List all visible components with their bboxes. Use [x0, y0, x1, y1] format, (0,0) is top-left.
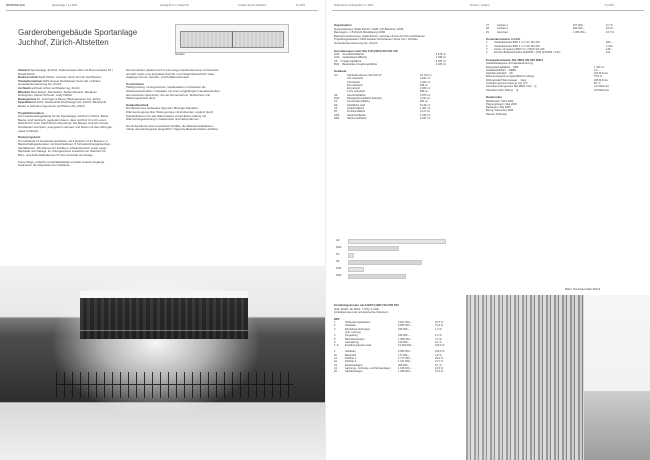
building-row: HNF Hauptnutzfläche 1 035 m²: [334, 113, 431, 117]
site-plan-centerline: [232, 31, 233, 48]
left-col-1-closing-text: Kurze Wege, einfache Unterhaltsabläufe und klar zonierte Zugänge bestimmen die Disposition der Gebäude.: [18, 159, 105, 168]
summary-row: 29 Honorare 1 066 000.– 10,7 %: [486, 30, 615, 34]
organisation-line-2: Baubeginn: 1.5 Zürich-Bewilligung 2006: [334, 30, 386, 35]
cost-section-2: [334, 350, 451, 373]
standort-line: Standort Sportanlage Juchhof, Kulkenstrasse 200 und Bernerstrasse 52 | Rosalt Zürich: [18, 68, 113, 76]
building-row: EG beheizt 3 260 m²: [347, 87, 431, 91]
plot-row-4: BUF Bearbeitete Umgebungsfläche 3 180 m²: [334, 63, 446, 67]
konstruktion-text: Pfahlgründung. Untergeschoss, Gebäudekern und Decken als Ortbetonkonstruktion. Fassaden mit einer vorgehängten Lamellenstruktur aus eloxiertem Aluminium, die als Sonnenschutz, Sichtschutz und Witterungsschutz dient.: [126, 85, 220, 101]
cost-section-1: [334, 318, 451, 348]
cost-value-row: 4 Zürcher Baukostenindex (04/2005 = 100) (04/2006 = 101) 101: [486, 51, 611, 55]
chart-bar: [348, 246, 399, 251]
top-rule-left: [6, 10, 318, 11]
mitarbeit-line: Mitarbeit Marc Eckert, Piet Eckert, Stefan Rentsch, Benjamin Nottingham, Daniel Schmelz, Andy Flühler: [18, 89, 97, 98]
projektinformation-title: Projektinformation: [18, 110, 44, 115]
energy-row: Heizwärmebedarf Qh 152 MJ/m²a: [486, 72, 608, 76]
cost-row: 20 Baugrube 173 000.– 1,8 %: [334, 353, 442, 357]
cost-value-row: 2 Gebäudekosten BKP 2 / m² GF SIA 416 2 311.–: [486, 44, 615, 48]
gebaeude-title: Gebäude: [334, 69, 347, 74]
energy-row: Stromkennzahl: Wärme Q 2,8 kWh/m²a: [486, 88, 609, 92]
organisation-line-1: Gesamtleitung: Stadt Zürich / AHB, GP-Bauchef, 2005: [334, 26, 404, 31]
top-rule-right: [332, 10, 644, 11]
cost-row: 2 Gebäude 9 583 000.– 100,0 %: [334, 350, 445, 354]
chart-label: GF: [336, 238, 340, 242]
energie-title: Energiekennwerte SIA 380/1 SN 520 380/1: [486, 57, 543, 62]
energy-row: Wärmebedarf Warmwasser Qww 396 MJ/m²a: [486, 78, 608, 82]
site-plan: [175, 24, 289, 53]
cost-table-title: Erstellungskosten nach BKP (1997) SN 506 500: [334, 303, 399, 307]
cost-table-subtitle: (inkl. MwSt. ab 2001: 7,6%) in CHF: [334, 306, 380, 311]
building-row: NGF Nettogeschossfläche (beheizt) 3 511 m²: [334, 97, 431, 101]
bauherrschaft-line: Bauherrschaft Stadt Zürich, vertreten durch Amt für Hochbauten: [18, 75, 102, 80]
kosten-rows: [486, 41, 624, 54]
building-row: UG unbeheizt 4 922 m²: [347, 77, 431, 81]
organisation-line-4: Projektorganisation: HRS Hauser Rutishauser Suter AG / Gitzbau Generalunternehmung AG, Zürich: [334, 37, 418, 45]
cost-row: 21 Rohbau 1 2 777 000.– 29,0 %: [334, 357, 444, 361]
page-gutter: [325, 0, 326, 460]
cost-value-row: 3 Kosten Umgebung BKP 4 / m² BUF SIA 416 145.–: [486, 48, 613, 52]
plot-row-1: GSF Grundstücksfläche 4 478 m²: [334, 53, 446, 57]
right-header-left: Stadt Zürich / Auftrag 80.0 m / 2007: [334, 4, 374, 7]
cost-row: 9 Ausstattung 410 000.– 3,1 %: [334, 340, 442, 344]
surface-chart: [336, 239, 456, 285]
left-header-tag: SPORTANLAGE: [6, 4, 25, 7]
chart-label: NNF: [336, 273, 342, 277]
cost-section-head: BKP: [334, 317, 340, 321]
exterior-photo-left: [0, 266, 325, 460]
right-lower-left-table: [334, 304, 451, 374]
left-header-meta: Sportanlage / 1.1.2007: [52, 4, 78, 7]
raumprogramm-text: Pro Gebäude 12 Garderobeneinheiten mit 6 Duschen à 12 Brausen, 2 Mannschaftsgarderoben mit Duschkabinen, 5 Schiedsrichtergarderoben, Sanitätsraum, WC-Räume für Publikum, Abwartsbereich sowie Lager, Werkstatt und Garage. Im Untergeschoss zusätzlich ein Werkhof mit Büro- und Aufenthaltsräumen für den Unterhalt der Anlage.: [18, 138, 111, 158]
left-column-1: [18, 69, 113, 168]
organisation-title: Organisation: [334, 23, 352, 27]
energy-row: Gebäudehüllzahl A/EBF 2,0 –: [486, 68, 600, 72]
projektinformation-text: Zum Garderobengebäude für die Sportanlage Juchhof in Zürich. Beide Bauten sind identisch, gegliedert davon, dass Juchhof II im UG einen Werkhof für Grün Stadt Zürich beherbergt. Die Bauten sind als robuste Nutzbauten konzipiert, energetisch optimiert und bieten mit dem Minergie-Label zertifiziert.: [18, 114, 113, 133]
konstruktion-title: Konstruktion: [126, 81, 144, 86]
cost-row: 5 Baunebenkosten 1 058 000.– 7,9 %: [334, 337, 442, 341]
schedule-rows: [486, 100, 624, 116]
plot-row-3: UF Umgebungsfläche 3 180 m²: [334, 59, 446, 63]
left-header-mid: Auftrag 80.0 m / Stand 06: [160, 4, 189, 7]
right-page-number: 8 | 2007: [605, 4, 614, 7]
chart-bar: [348, 239, 446, 244]
photo-building: [80, 291, 248, 339]
schedule-item: Bezug: Dezember 2006: [486, 109, 514, 113]
schedule-item: Planungsbeginn: Mai 2003: [486, 102, 517, 106]
gebaeudetechnik-text: Der Betrieb des Gebäudes folgt dem Minergie-Standard. Wärmeerzeugung über Wärmepumpe mit Erdsonden, ergänzt durch Solarkollektoren für das Warmwasser. Kontrollierte Lüftung mit Wärmerückgewinnung in Garderoben und Nebenräumen.: [126, 106, 214, 122]
building-row: NF Nutzfläche total 5 126 m²: [334, 103, 431, 107]
chart-label: NF: [336, 259, 340, 263]
schedule-item: Baubeginn: Mai 2005: [486, 106, 511, 110]
energy-row: Stromkennzahl gemäss SIA 380/4: total Q 4,6 kWh/m²a: [486, 85, 609, 89]
organisation-line-3: Bauherrenvertretung: Stadt Zürich, vertreten durch Amt für Hochbauten: [334, 33, 426, 38]
architekt-line: Architekt architekt schurt architekten ag, Zürich: [18, 85, 80, 90]
left-col-2-closing-text: Die Nebenräume sind mechanisch belüftet, die Wasserinstallationen robust und wartungsarm ausgeführt. Tragende Bauteile bleiben sichtbar.: [126, 123, 219, 132]
energy-row: Gebäudekategorie und Standardnutzung: [486, 62, 533, 66]
left-page-number: 8 | 2007: [296, 4, 305, 7]
schedule-item: Wettbewerb: März 2003: [486, 99, 514, 103]
schedule-item: Bauzeit: 8 Monate: [486, 112, 507, 116]
chart-label: HNF: [336, 266, 342, 270]
chart-bar: [348, 267, 364, 272]
page-subtitle: Juchhof, Zürich-Altstetten: [18, 38, 109, 47]
cost-row: 3 Betriebseinrichtungen 180 000.– 1,4 %: [334, 327, 442, 331]
cost-row: (inkl. Lüftung): [345, 330, 361, 334]
left-header-right: Juchhof, Zürich-Altstetten: [238, 4, 267, 7]
building-row: VF Verkehrsfläche 1 401 m²: [334, 106, 431, 110]
building-row: FF Funktionsfläche 4 117 m²: [334, 110, 431, 114]
energy-row: Vorlauftemperatur Heizung, bei -8°C 50 °C: [486, 82, 601, 86]
building-row: UG beheizt 2 261 m²: [347, 80, 431, 84]
cost-row: 2 Gebäude 9 583 000.– 72,3 %: [334, 324, 444, 328]
page-title: Garderobengebäude Sportanlage: [18, 28, 138, 37]
bauingenieur-line: Bauingenieur Dr. Lüchinger & Meyer, Bauingenieure AG, Zürich: [18, 96, 101, 101]
plot-row-2: GGF Gebäudegrundfläche 1 298 m²: [334, 56, 446, 60]
kostenkennwerte-title: Kostenkennwerte in CHF: [486, 36, 521, 41]
bautermine-title: Bautermine: [486, 94, 502, 99]
summary-row: 28 Ausbau 2 822 000.– 8,6 %: [486, 27, 613, 31]
building-row: GF Geschossfläche 6 875 m²: [334, 93, 431, 97]
chart-bar: [348, 253, 354, 258]
layout-text: Die Grundrisse gliedern sich in eine lange Garderobenzone mit Duschen und WC sowie eine kompakte Technik- und Infrastrukturschicht. Zwei Zugänge trennen Sportler- und Publikumsbereich.: [126, 68, 219, 80]
head-rows: [486, 24, 624, 34]
gebaeudetechnik-title: Gebäudetechnik: [126, 102, 149, 107]
right-upper-right: [486, 24, 624, 116]
cost-row: 24 Heizungs-, Lüftungs- und Klimaanlagen 1 196 000.– 12,5 %: [334, 366, 444, 370]
right-upper-left: [334, 24, 446, 120]
summary-row: 27 Ausbau 1 577 000.– 5,7 %: [486, 24, 613, 27]
exterior-photo-right: [466, 295, 650, 460]
energy-row: Wärmerückgewinnungskoeffizient Lüftung 70,5 %: [486, 75, 603, 79]
chart-label: KF: [336, 252, 340, 256]
cost-row: 1 Vorbereitungsarbeiten 2 607 000.– 15,7 %: [334, 321, 444, 325]
cost-row: 23 Elektroanlagen 489 000.– 5,1 %: [334, 363, 442, 367]
building-row: KF Konstruktionsfläche 281 m²: [334, 100, 429, 104]
chart-bar: [348, 274, 406, 279]
cost-row: 25 Sanitäranlagen 1 468 000.– 15,3 %: [334, 370, 444, 374]
photo-credit: Bilder: Dominique Marc Wehrli: [565, 288, 600, 291]
right-header-mid: Zürcher / verfasst: [470, 4, 490, 7]
building-row: GV Gebäudevolumen SIA 416 GV 16 704 m³: [334, 73, 432, 77]
building-row: EG unbeheizt 298 m²: [347, 83, 429, 87]
left-column-2: [126, 69, 221, 132]
building-row: NNF Nebennutzfläche 4 037 m²: [334, 116, 431, 120]
chart-label: NGF: [336, 245, 342, 249]
cost-row: 4 Umgebung 446 000.– 3,4 %: [334, 334, 442, 338]
grundmengen-title: Grundmengen nach SIA 416 (2003) SN 504 416: [334, 48, 398, 53]
cost-table-subtitle-2: (Anteilspreise und unbebeheizte Volumen): [334, 310, 389, 315]
raumprogramm-title: Raumprogramm: [18, 135, 41, 140]
cost-row: 22 Rohbau 2 1 311 000.– 13,7 %: [334, 360, 444, 364]
building-rows: [334, 74, 446, 120]
energy-rows: [486, 62, 624, 92]
totalunternehmer-line: Totalunternehmer HRS Hauser Rutishauser Suter AG / Gitzbau Generalunternehmung AG, Zürich: [18, 78, 101, 87]
site-plan-caption: Situation: [175, 53, 186, 56]
cost-row: 1–9 Erstellungskosten total 13 284 000.– 100,0 %: [334, 344, 445, 348]
spezialisten-line: Spezialisten HLKS: Huustechnik Rechberger AG, Zürich; Bauphysik: Basler & Hofmann Ingenieure und Planer AG, Zürich: [18, 100, 107, 108]
energy-row: Energiebezugsfläche EBF 1 430 m²: [486, 65, 605, 69]
building-row: 1.OG unbeheizt 595 m²: [347, 90, 429, 94]
chart-bar: [348, 260, 422, 265]
cost-value-row: 1 Gebäudekosten BKP 2 / m³ GV SIA 416 562.–: [486, 41, 613, 45]
photo-fence: [56, 372, 293, 398]
